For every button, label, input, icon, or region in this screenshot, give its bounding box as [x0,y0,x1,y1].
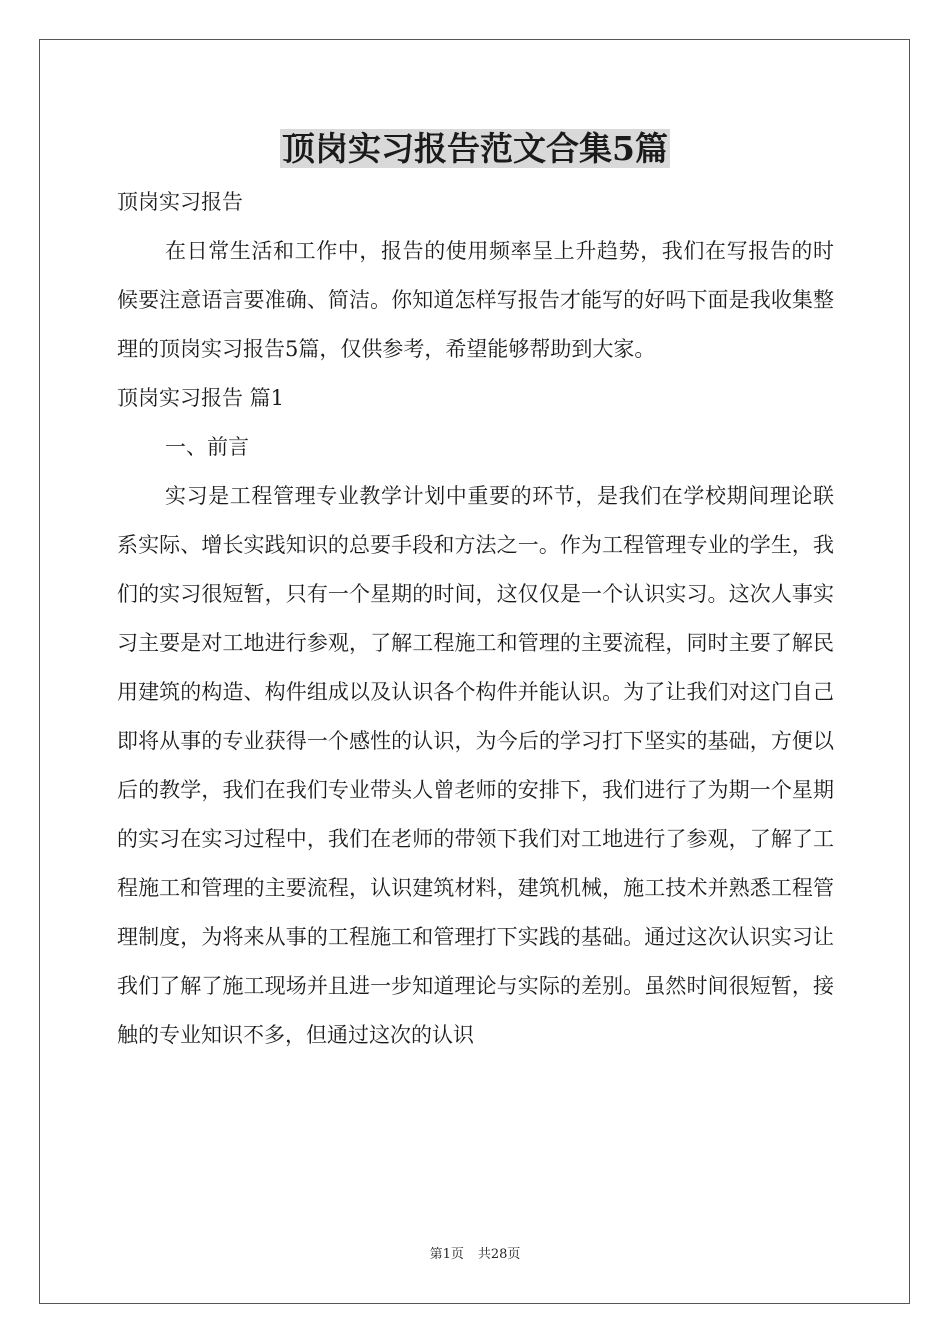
section-heading: 顶岗实习报告 篇1 [117,386,285,410]
intro-heading: 顶岗实习报告 [117,190,243,214]
document-title [0,124,950,174]
section-subheading: 一、前言 [165,435,249,459]
body-paragraph: 实习是工程管理专业教学计划中重要的环节，是我们在学校期间理论联系实际、增长实践知识的总要手段和方法之一。作为工程管理专业的学生，我们的实习很短暂，只有一个星期的时间，这仅仅是一个认识实习。这次人事实习主要是对工地进行参观，了解工程施工和管理的主要流程，同时主要了解民用建筑的构造、构件组成以及认识各个构件并能认识。为了让我们对这门自己即将从事的专业获得一个感性的认识，为今后的学习打下坚实的基础，方便以后的教学，我们在我们专业带头人曾老师的安排下，我们进行了为期一个星期的实习在实习过程中，我们在老师的带领下我们对工地进行了参观，了解了工程施工和管理的主要流程，认识建筑材料，建筑机械，施工技术并熟悉工程管理制度，为将来从事的工程施工和管理打下实践的基础。通过这次认识实习让我们了解了施工现场并且进一步知道理论与实际的差别。虽然时间很短暂，接触的专业知识不多，但通过这次的认识 [117,484,834,1047]
document-body [117,178,834,1060]
page-total: 共28页 [477,1247,521,1262]
page-footer [0,1245,950,1265]
intro-paragraph: 在日常生活和工作中，报告的使用频率呈上升趋势，我们在写报告的时候要注意语言要准确、简洁。你知道怎样写报告才能写的好吗下面是我收集整理的顶岗实习报告5篇，仅供参考，希望能够帮助到大家。 [117,239,834,361]
document-title-text: 顶岗实习报告范文合集5篇 [282,129,668,168]
page-number: 第1页 [429,1247,464,1262]
